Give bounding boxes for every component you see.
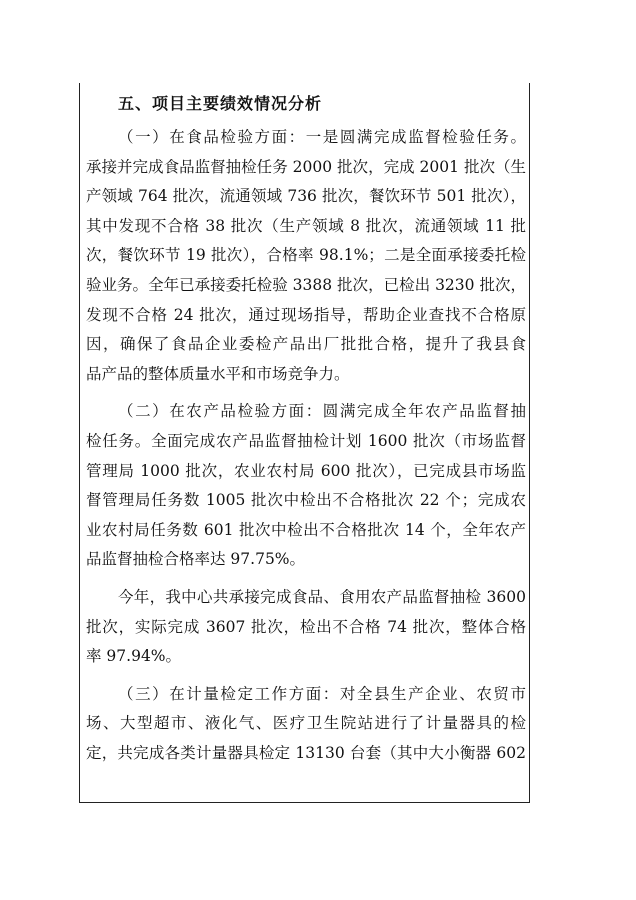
text-line: 产领域 764 批次，流通领域 736 批次，餐饮环节 501 批次），	[86, 187, 526, 206]
text-line: 品监督抽检合格率达 97.75%。	[86, 550, 306, 569]
text-line: 品产品的整体质量水平和市场竞争力。	[86, 364, 350, 383]
paragraph-food-inspection	[86, 123, 526, 389]
text-line: 验业务。全年已承接委托检验 3388 批次，已检出 3230 批次，	[86, 275, 526, 294]
text-line: 检任务。全面完成农产品监督抽检计划 1600 批次（市场监督	[86, 431, 526, 450]
text-line: 业农村局任务数 601 批次中检出不合格批次 14 个，全年农产	[86, 520, 526, 539]
text-line: 其中发现不合格 38 批次（生产领域 8 批次，流通领域 11 批	[86, 216, 526, 235]
text-line: 次，餐饮环节 19 批次），合格率 98.1%；二是全面承接委托检	[86, 246, 526, 265]
section-title: 五、项目主要绩效情况分析	[118, 94, 323, 113]
text-line: （三）在计量检定工作方面：对全县生产企业、农贸市	[118, 684, 526, 703]
text-line: 率 97.94%。	[86, 647, 182, 666]
text-line: 场、大型超市、液化气、医疗卫生院站进行了计量器具的检	[86, 714, 526, 733]
text-line: 督管理局任务数 1005 批次中检出不合格批次 22 个；完成农	[86, 491, 526, 510]
text-line: （二）在农产品检验方面：圆满完成全年农产品监督抽	[118, 402, 526, 421]
text-line: 因，确保了食品企业委检产品出厂批批合格，提升了我县食	[86, 335, 526, 354]
document-body	[86, 89, 526, 768]
paragraph-metrology	[86, 680, 526, 769]
text-line: 批次，实际完成 3607 批次，检出不合格 74 批次，整体合格	[86, 617, 526, 636]
text-line: 今年，我中心共承接完成食品、食用农产品监督抽检 3600	[118, 587, 526, 606]
paragraph-annual-summary	[86, 583, 526, 672]
paragraph-agri-inspection	[86, 397, 526, 575]
text-line: 承接并完成食品监督抽检任务 2000 批次，完成 2001 批次（生	[86, 157, 526, 176]
text-line: 管理局 1000 批次，农业农村局 600 批次），已完成县市场监	[86, 461, 526, 480]
text-line: （一）在食品检验方面：一是圆满完成监督检验任务。	[118, 128, 526, 146]
text-line: 定，共完成各类计量器具检定 13130 台套（其中大小衡器 602	[86, 743, 526, 762]
text-line: 发现不合格 24 批次，通过现场指导，帮助企业查找不合格原	[86, 305, 526, 324]
